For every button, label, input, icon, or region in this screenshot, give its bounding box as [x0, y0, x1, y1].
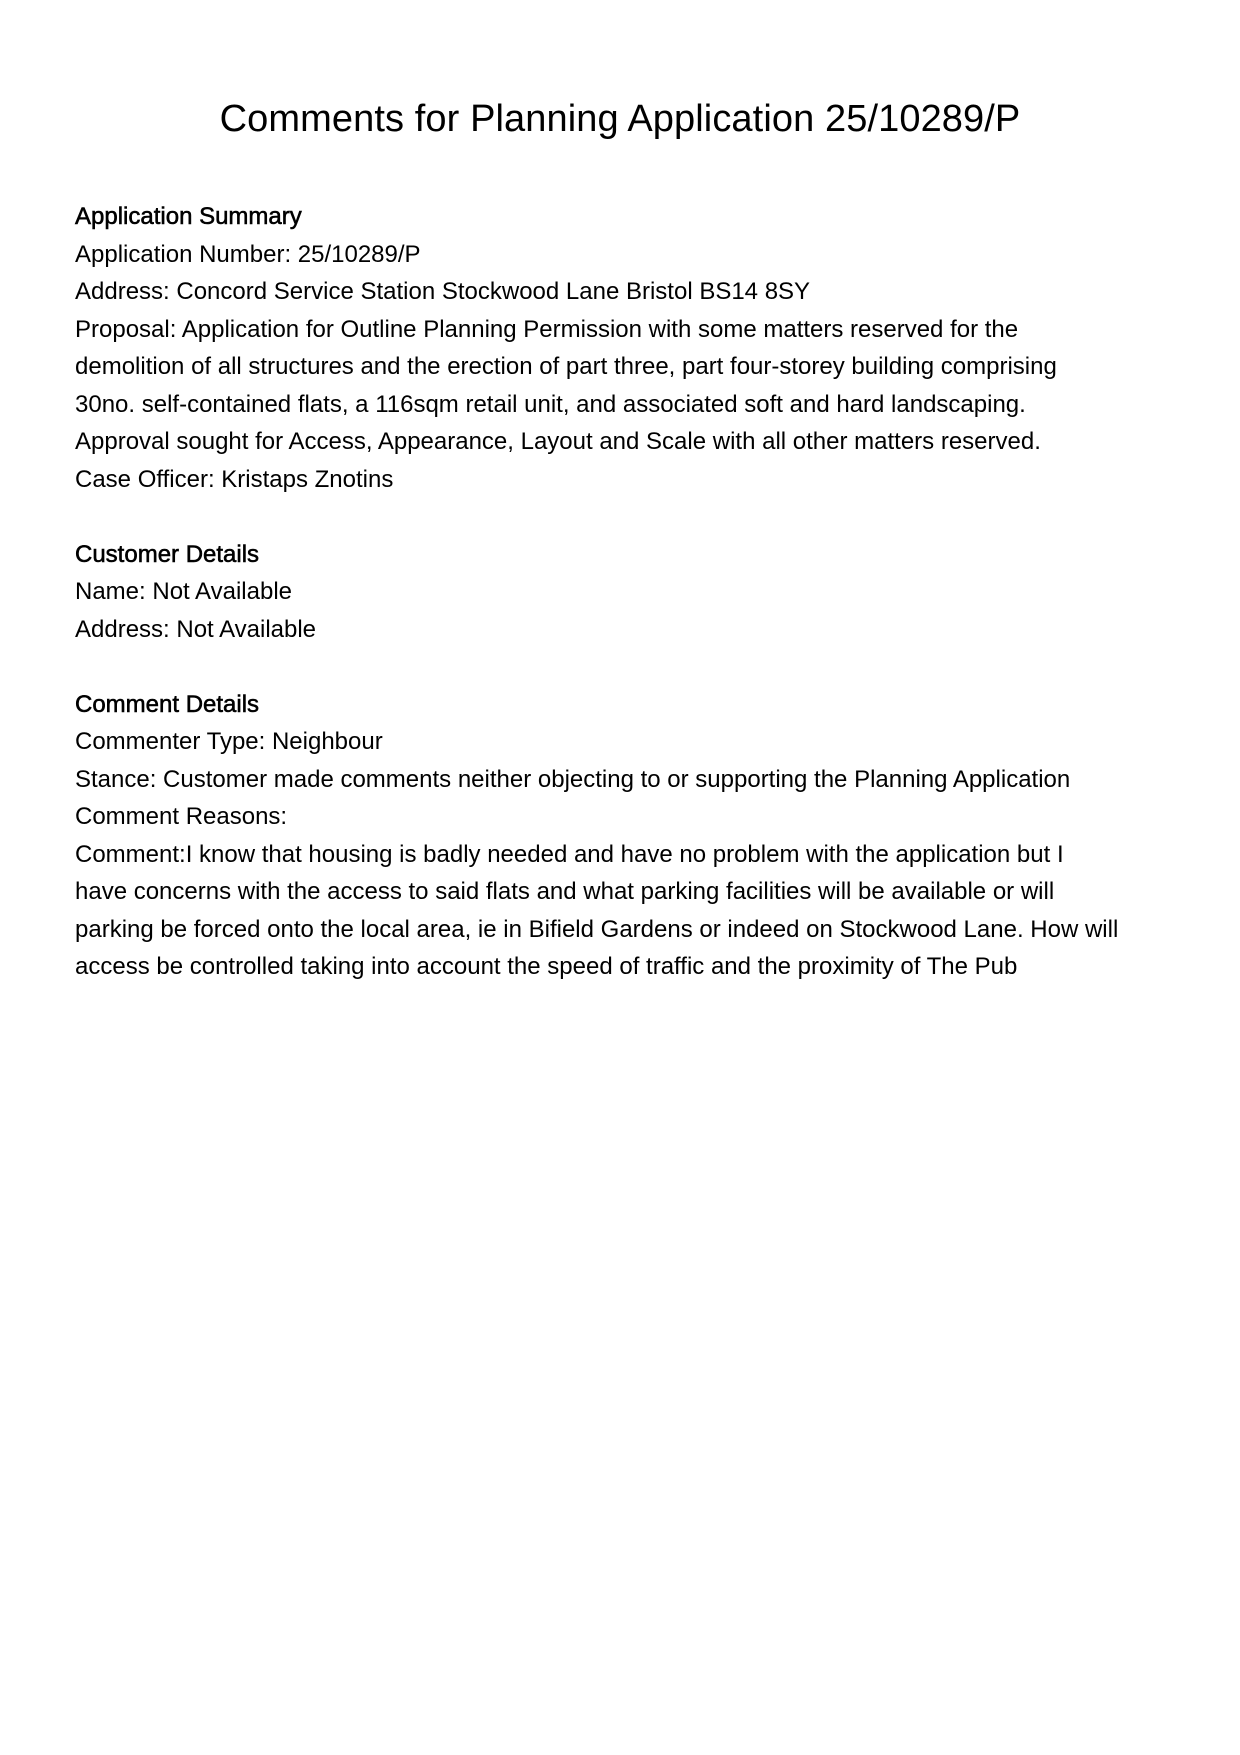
application-number: Application Number: 25/10289/P — [75, 240, 421, 268]
document-body — [75, 198, 1175, 1023]
comment-line: access be controlled taking into account the speed of traffic and the proximity of The Pub — [75, 953, 1018, 980]
comment-stance: Stance: Customer made comments neither objecting to or supporting the Planning Application — [75, 765, 1071, 793]
application-address: Address: Concord Service Station Stockwood Lane Bristol BS14 8SY — [75, 278, 811, 305]
customer-details-heading: Customer Details — [75, 540, 260, 568]
proposal-line: Proposal: Application for Outline Planning Permission with some matters reserved for the — [75, 315, 1019, 343]
application-summary-heading: Application Summary — [75, 203, 302, 230]
proposal-line: 30no. self-contained flats, a 116sqm retail unit, and associated soft and hard landscaping. — [75, 390, 1026, 418]
comment-text — [75, 836, 1175, 986]
proposal-text — [75, 311, 1175, 461]
proposal-line: demolition of all structures and the erection of part three, part four-storey building comprising — [75, 353, 1057, 380]
comment-reasons: Comment Reasons: — [75, 803, 288, 830]
proposal-line: Approval sought for Access, Appearance, Layout and Scale with all other matters reserved. — [75, 428, 1041, 455]
comment-details-section — [75, 686, 1175, 986]
application-summary-section — [75, 198, 1175, 498]
case-officer: Case Officer: Kristaps Znotins — [75, 465, 394, 493]
customer-address: Address: Not Available — [75, 615, 317, 643]
commenter-type: Commenter Type: Neighbour — [75, 728, 383, 755]
comment-line: parking be forced onto the local area, ie in Bifield Gardens or indeed on Stockwood Lane. How will — [75, 915, 1119, 943]
customer-details-section — [75, 536, 1175, 649]
comment-details-heading: Comment Details — [75, 690, 260, 718]
customer-name: Name: Not Available — [75, 578, 293, 605]
page-title: Comments for Planning Application 25/10289/P — [219, 98, 1021, 140]
comment-line: Comment:I know that housing is badly needed and have no problem with the application but I — [75, 840, 1064, 868]
comment-line: have concerns with the access to said flats and what parking facilities will be available or will — [75, 878, 1055, 905]
